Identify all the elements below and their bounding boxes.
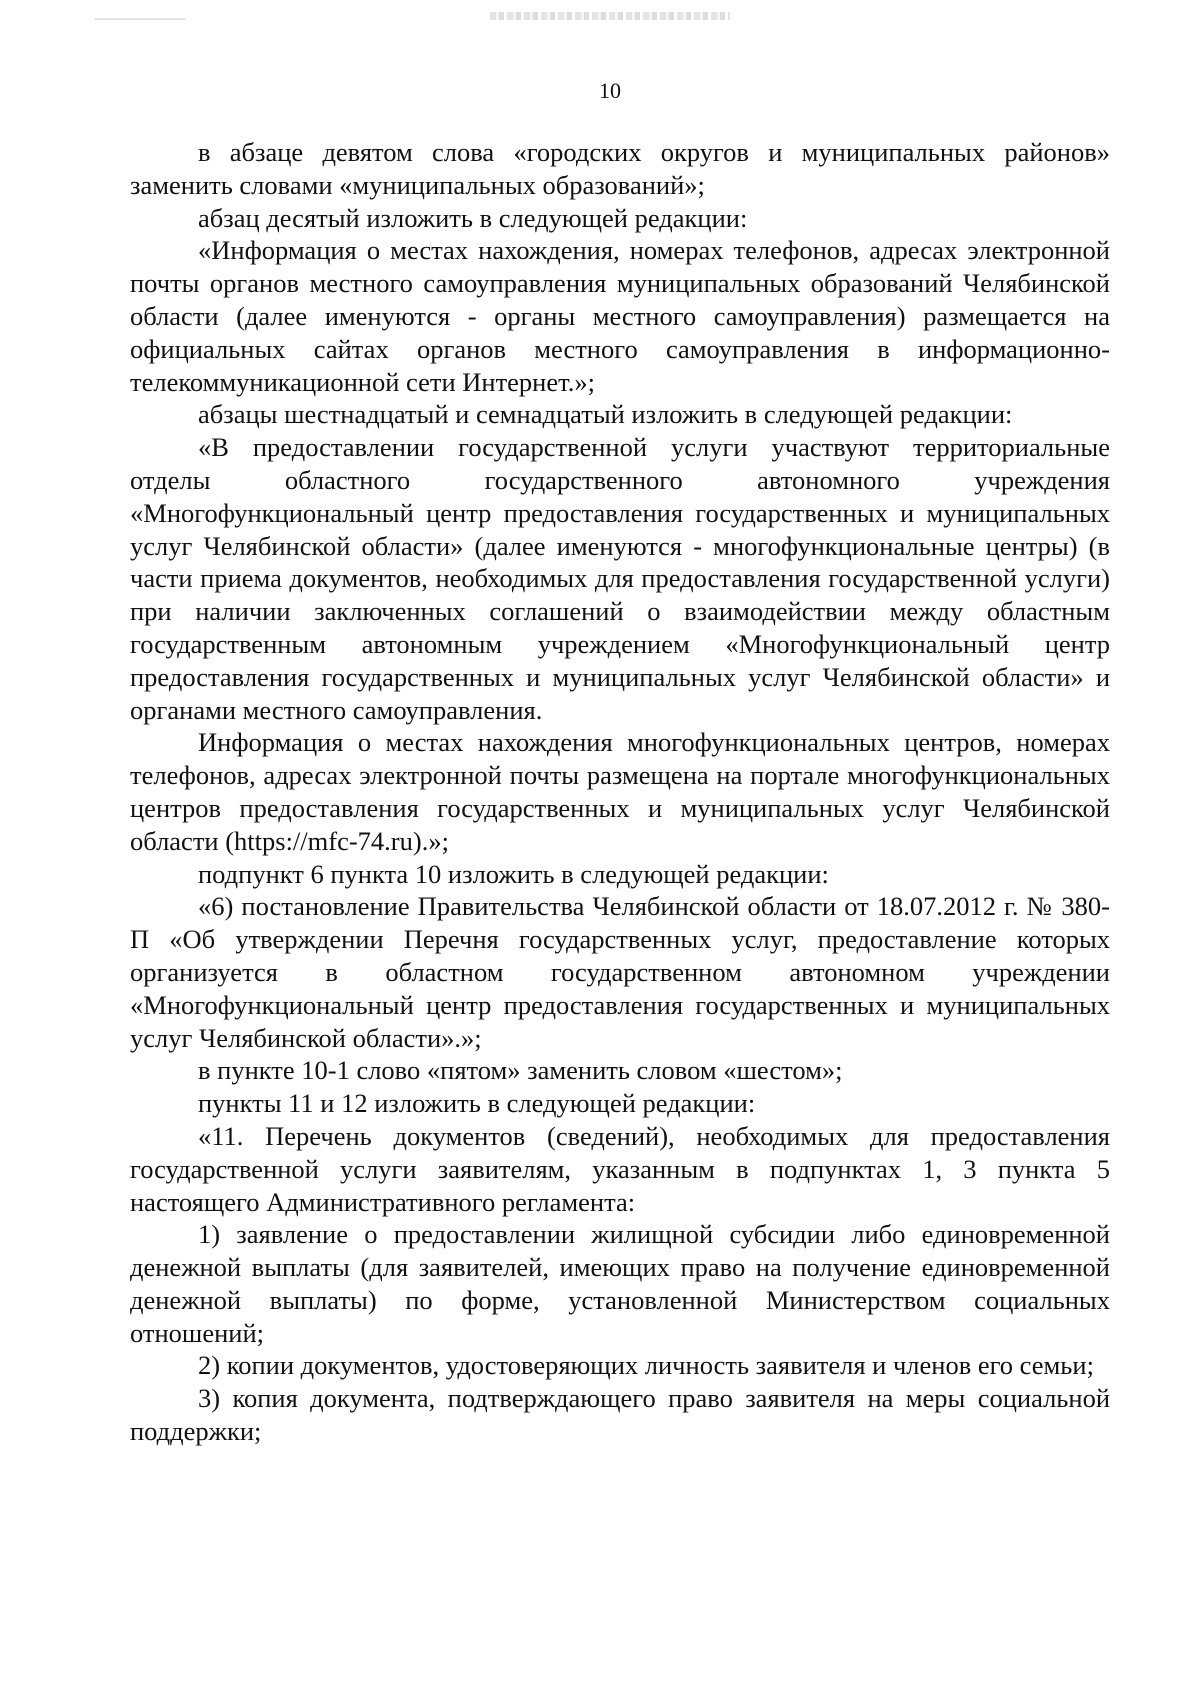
paragraph: в пункте 10-1 слово «пятом» заменить словом «шестом»; bbox=[198, 1055, 843, 1086]
list-item: 1) заявление о предоставлении жилищной субсидии либо единовременной денежной выплаты (для заявителей, имеющих право на получение единовременной денежной выплаты) по форме, установленной Министерством социальных отношений; bbox=[130, 1219, 1110, 1348]
document-body bbox=[130, 136, 1110, 1448]
paragraph: «6) постановление Правительства Челябинской области от 18.07.2012 г. № 380-П «Об утверждении Перечня государственных услуг, предоставление которых организуется в областном государственном автономном учреждении «Многофункциональный центр предоставления государственных и муниципальных услуг Челябинской области».»; bbox=[130, 891, 1110, 1053]
scan-artifact-mark bbox=[95, 18, 185, 20]
scan-artifact bbox=[490, 12, 730, 20]
list-item: 2) копии документов, удостоверяющих личность заявителя и членов его семьи; bbox=[198, 1350, 1094, 1381]
paragraph: абзацы шестнадцатый и семнадцатый изложить в следующей редакции: bbox=[198, 399, 1013, 430]
paragraph: подпункт 6 пункта 10 изложить в следующей редакции: bbox=[198, 858, 829, 889]
paragraph: в абзаце девятом слова «городских округов и муниципальных районов» заменить словами «муниципальных образований»; bbox=[130, 137, 1110, 200]
paragraph: «В предоставлении государственной услуги участвуют территориальные отделы областного государственного автономного учреждения «Многофункциональный центр предоставления государственных и муниципальных услуг Челябинской области» (далее именуются - многофункциональные центры) (в части приема документов, необходимых для предоставления государственной услуги) при наличии заключенных соглашений о взаимодействии между областным государственным автономным учреждением «Многофункциональный центр предоставления государственных и муниципальных услуг Челябинской области» и органами местного самоуправления. bbox=[130, 432, 1110, 725]
paragraph: пункты 11 и 12 изложить в следующей редакции: bbox=[198, 1088, 756, 1119]
list-item: 3) копия документа, подтверждающего право заявителя на меры социальной поддержки; bbox=[130, 1383, 1110, 1447]
paragraph: «11. Перечень документов (сведений), необходимых для предоставления государственной услуги заявителям, указанным в подпунктах 1, 3 пункта 5 настоящего Административного регламента: bbox=[130, 1120, 1110, 1217]
paragraph: Информация о местах нахождения многофункциональных центров, номерах телефонов, адресах электронной почты размещена на портале многофункциональных центров предоставления государственных и муниципальных услуг Челябинской области (https://mfc-74.ru).»; bbox=[130, 727, 1110, 856]
paragraph: «Информация о местах нахождения, номерах телефонов, адресах электронной почты органов местного самоуправления муниципальных образований Челябинской области (далее именуются - органы местного самоуправления) размещается на официальных сайтах органов местного самоуправления в информационно-телекоммуникационной сети Интернет.»; bbox=[130, 235, 1110, 397]
paragraph: абзац десятый изложить в следующей редакции: bbox=[198, 202, 748, 233]
page-number: 10 bbox=[599, 78, 621, 103]
